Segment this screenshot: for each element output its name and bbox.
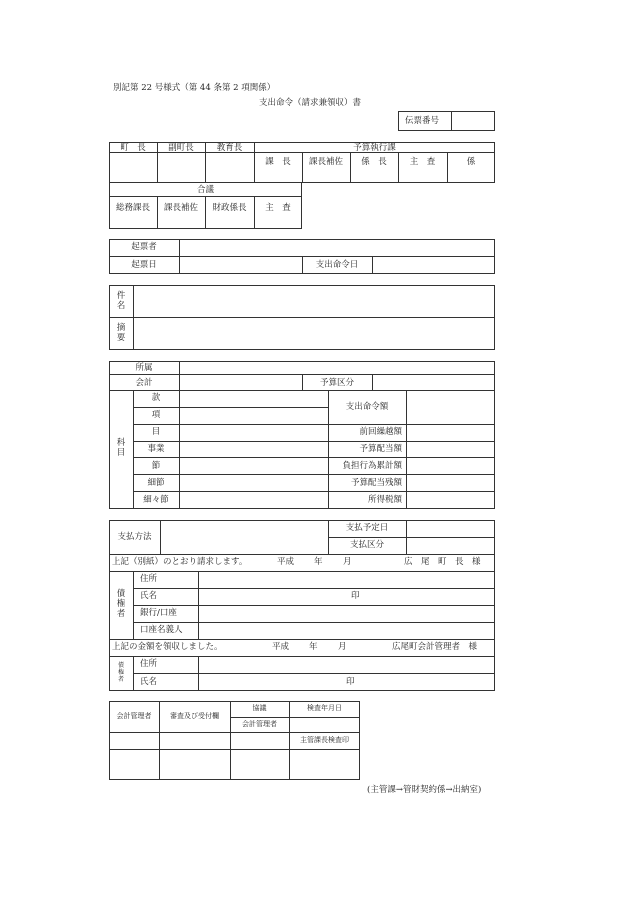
kaikei-label: 会計 [135,378,153,388]
burden-label: 負担行為累計額 [342,461,402,471]
address2-label: 住所 [140,659,158,669]
slip-number-label: 伝票番号 [405,116,440,126]
address-label: 住所 [140,574,158,584]
shusa2-label: 主 査 [265,203,291,213]
kakari-label: 係 [466,157,476,167]
creditor-label: 債権者 [116,589,126,619]
form-id: 別記第 22 号様式（第 44 条第 2 項関係） [113,83,276,93]
kyogi-accountant-label: 会計管理者 [242,720,277,728]
name2-label: 氏名 [140,677,158,687]
bank-label: 銀行/口座 [140,608,177,618]
remaining-label: 予算配当残額 [350,478,402,488]
seal-mark: 印 [351,591,360,601]
slip-number-field[interactable] [452,112,494,130]
seal2-mark: 印 [346,677,355,687]
kyogi-label: 協議 [252,704,267,712]
deputy-label: 副町長 [168,143,194,153]
jigyo-label: 事業 [147,444,165,454]
moku-label: 目 [151,427,161,437]
zaisei-label: 財政係長 [212,203,247,213]
accountant-label: 会計管理者 [116,712,152,720]
form-title: 支出命令（請求兼領収）書 [259,98,362,108]
setsu-label: 節 [151,461,161,471]
tekiyo-label: 摘要 [116,323,126,343]
routing-note: (主管課→管財契約係→出納室) [367,785,482,795]
request-month: 月 [343,557,352,567]
category-label: 支払区分 [349,540,384,550]
kan-label: 款 [151,393,161,403]
receipt-month: 月 [338,642,347,652]
kacho-label: 課 長 [265,157,291,167]
name-label: 氏名 [140,591,158,601]
town-head-label: 町 長 [120,143,146,153]
kacho-hosa-label: 課長補佐 [308,157,343,167]
prev-carry-label: 前回繰越額 [359,427,402,437]
request-year: 年 [314,557,323,567]
kenmei-label: 件名 [116,291,126,311]
edu-label: 教育長 [216,143,243,153]
receipt-heisei: 平成 [272,642,290,652]
receipt-statement: 上記の金額を領収しました。 [112,642,223,652]
inspect-date-label: 検査年月日 [307,704,342,712]
hosa2-label: 課長補佐 [163,203,198,213]
consult-label: 合議 [196,185,214,195]
yosan-kubun-label: 予算区分 [319,378,354,388]
holder-label: 口座名義人 [140,625,183,635]
shozoku-label: 所属 [135,363,153,373]
inspect-seal-label: 主管課長検査印 [300,736,349,744]
allocated-label: 予算配当額 [359,444,402,454]
shusa-label: 主 査 [409,157,436,167]
request-addressee: 広 尾 町 長 様 [404,557,481,567]
receipt-year: 年 [309,642,318,652]
order-amount-label: 支出命令額 [345,402,389,412]
creditor2-label: 債権者 [117,662,124,683]
budget-dept-label: 予算執行課 [353,143,396,153]
order-date-label: 支出命令日 [315,260,359,270]
drafter-label: 起票者 [131,242,157,252]
kakari-cho-label: 係 長 [361,157,387,167]
saisetsu-label: 細節 [147,478,165,488]
kou-label: 項 [151,410,161,420]
request-statement: 上記（別紙）のとおり請求します。 [112,557,248,567]
planned-date-label: 支払予定日 [345,523,389,533]
income-tax-label: 所得税額 [367,495,402,505]
draft-date-label: 起票日 [131,260,157,270]
request-heisei: 平成 [277,557,295,567]
somu-label: 総務課長 [115,203,150,213]
method-label: 支払方法 [117,532,152,542]
review-label: 審査及び受付欄 [170,712,219,720]
receipt-addressee: 広尾町会計管理者 様 [392,642,478,652]
kamoku-label: 科目 [116,438,126,458]
saisaisetsu-label: 細々節 [143,495,169,505]
